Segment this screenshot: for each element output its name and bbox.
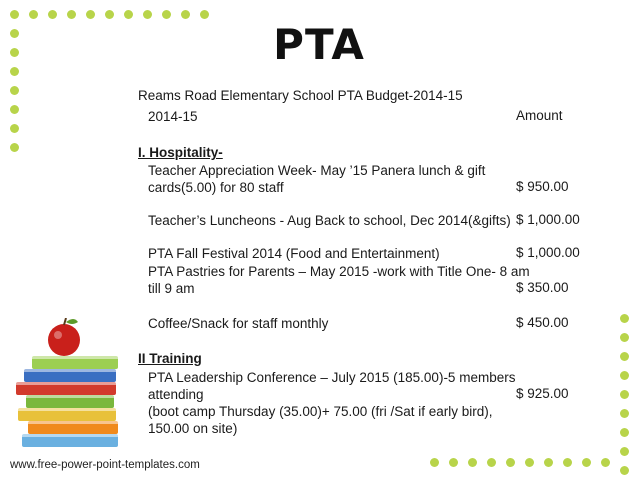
item-line: (boot camp Thursday (35.00)+ 75.00 (fri /Sat if early bird), — [148, 404, 493, 419]
item-line: PTA Pastries for Parents – May 2015 -work with Title One- 8 am — [148, 264, 530, 279]
section-training-label: II Training — [138, 351, 202, 366]
amount-column-header: Amount — [516, 108, 563, 123]
item-amount: $ 450.00 — [516, 315, 569, 330]
decorative-dot — [162, 10, 171, 19]
item-amount: $ 350.00 — [516, 280, 569, 295]
decorative-dot — [620, 333, 629, 342]
decorative-dot — [105, 10, 114, 19]
decorative-dot — [449, 458, 458, 467]
budget-item-teacher-luncheons — [148, 212, 511, 229]
decorative-dot — [620, 371, 629, 380]
budget-item-teacher-appreciation — [148, 162, 485, 196]
item-line: Coffee/Snack for staff monthly — [148, 316, 329, 331]
decorative-dot — [48, 10, 57, 19]
footer-url: www.free-power-point-templates.com — [10, 459, 200, 471]
decorative-dot — [620, 447, 629, 456]
decorative-dot — [620, 409, 629, 418]
decorative-dot — [67, 10, 76, 19]
decorative-dot — [430, 458, 439, 467]
item-amount: $ 1,000.00 — [516, 212, 580, 227]
decorative-dot — [525, 458, 534, 467]
section-hospitality-label: I. Hospitality- — [138, 145, 223, 160]
decorative-dot — [620, 428, 629, 437]
decorative-dot — [181, 10, 190, 19]
decorative-dot — [143, 10, 152, 19]
decorative-dot — [620, 466, 629, 475]
decorative-dot — [620, 390, 629, 399]
item-line: till 9 am — [148, 281, 195, 296]
item-line: PTA Leadership Conference – July 2015 (185.00)-5 members — [148, 370, 516, 385]
apple-icon — [48, 318, 80, 356]
decorative-dot — [487, 458, 496, 467]
budget-item-coffee — [148, 315, 328, 332]
decorative-dot — [10, 10, 19, 19]
book-stack — [16, 356, 118, 447]
decorative-dot — [620, 352, 629, 361]
decorative-dot — [200, 10, 209, 19]
decorative-dot — [506, 458, 515, 467]
item-amount: $ 925.00 — [516, 386, 569, 401]
decorative-dot — [468, 458, 477, 467]
item-line: cards(5.00) for 80 staff — [148, 180, 284, 195]
item-line: attending — [148, 387, 204, 402]
item-line: Teacher Appreciation Week- May ’15 Panera lunch & gift — [148, 163, 486, 178]
book-stack-apple-illustration — [8, 318, 133, 458]
page-title: PTA — [273, 20, 365, 69]
budget-heading: Reams Road Elementary School PTA Budget-2014-15 — [138, 88, 463, 103]
budget-item-fall-festival — [148, 245, 440, 262]
decorative-dot — [86, 10, 95, 19]
decorative-dot — [620, 314, 629, 323]
item-amount: $ 1,000.00 — [516, 245, 580, 260]
year-column-header: 2014-15 — [148, 109, 198, 124]
decorative-dot — [10, 143, 19, 152]
decorative-dot — [544, 458, 553, 467]
budget-item-leadership-conference — [148, 369, 515, 437]
item-amount: $ 950.00 — [516, 179, 569, 194]
item-line: 150.00 on site) — [148, 421, 238, 436]
budget-item-pastries — [148, 263, 530, 297]
decorative-dot — [124, 10, 133, 19]
decorative-dot — [563, 458, 572, 467]
item-line: PTA Fall Festival 2014 (Food and Entertainment) — [148, 246, 440, 261]
decorative-dot — [601, 458, 610, 467]
decorative-dot — [10, 86, 19, 95]
decorative-dot — [582, 458, 591, 467]
decorative-dot — [10, 105, 19, 114]
item-line: Teacher’s Luncheons - Aug Back to school, Dec 2014(&gifts) — [148, 213, 511, 228]
decorative-dot — [10, 124, 19, 133]
decorative-dot — [29, 10, 38, 19]
